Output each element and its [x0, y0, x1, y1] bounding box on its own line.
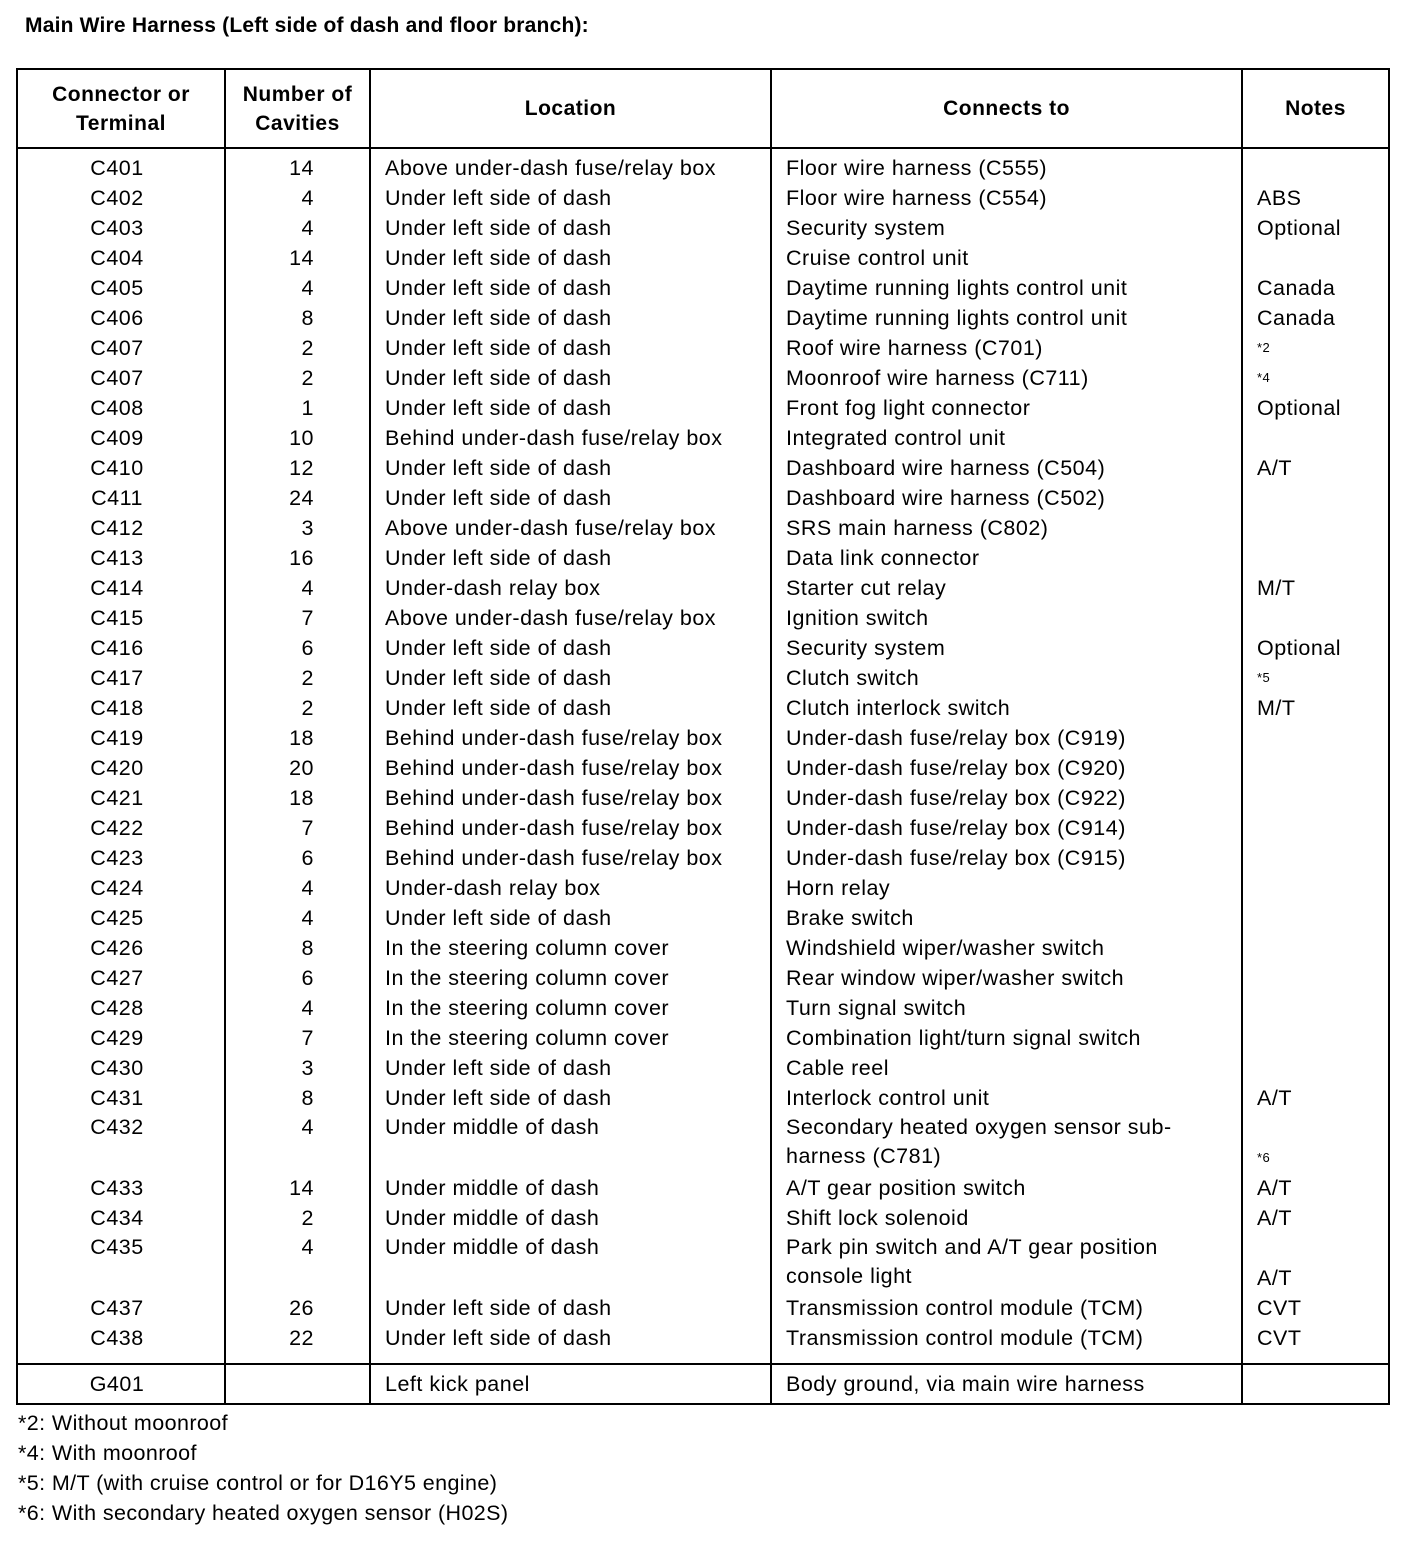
cavities-cell: 4 — [225, 993, 370, 1023]
table-row — [17, 903, 1389, 933]
connects-to-cell: Interlock control unit — [771, 1083, 1242, 1113]
footnote: *5: M/T (with cruise control or for D16Y5 engine) — [18, 1471, 498, 1495]
notes-cell: Canada — [1242, 273, 1389, 303]
connector-cell: C424 — [17, 873, 225, 903]
table-row — [17, 663, 1389, 693]
notes-cell: *6 — [1242, 1113, 1389, 1173]
connector-cell: C402 — [17, 183, 225, 213]
connects-to-cell: Security system — [771, 633, 1242, 663]
location-cell: Under left side of dash — [370, 213, 771, 243]
cavities-cell: 4 — [225, 873, 370, 903]
connects-to-cell: Integrated control unit — [771, 423, 1242, 453]
connector-cell: C406 — [17, 303, 225, 333]
table-row — [17, 393, 1389, 423]
connector-cell: C413 — [17, 543, 225, 573]
notes-cell: Optional — [1242, 633, 1389, 663]
connects-to-cell: Secondary heated oxygen sensor sub-harness (C781) — [771, 1113, 1242, 1173]
cavities-cell: 18 — [225, 783, 370, 813]
notes-cell — [1242, 1053, 1389, 1083]
connector-cell: C405 — [17, 273, 225, 303]
header-connector: Connector or Terminal — [17, 69, 225, 148]
table-row — [17, 1113, 1389, 1173]
connects-to-cell: Park pin switch and A/T gear position console light — [771, 1233, 1242, 1293]
connects-to-cell: Under-dash fuse/relay box (C922) — [771, 783, 1242, 813]
connector-cell: C403 — [17, 213, 225, 243]
cavities-cell: 4 — [225, 1113, 370, 1173]
connects-to-cell: Body ground, via main wire harness — [771, 1364, 1242, 1404]
connector-cell: C435 — [17, 1233, 225, 1293]
connects-to-cell: Ignition switch — [771, 603, 1242, 633]
cavities-cell: 26 — [225, 1293, 370, 1323]
connector-cell: C433 — [17, 1173, 225, 1203]
cavities-cell — [225, 1364, 370, 1404]
connector-cell: C427 — [17, 963, 225, 993]
notes-cell: A/T — [1242, 1083, 1389, 1113]
connects-to-cell: Brake switch — [771, 903, 1242, 933]
cavities-cell: 3 — [225, 1053, 370, 1083]
notes-cell: Optional — [1242, 213, 1389, 243]
connector-cell: C416 — [17, 633, 225, 663]
table-row — [17, 783, 1389, 813]
location-cell: Behind under-dash fuse/relay box — [370, 723, 771, 753]
cavities-cell: 3 — [225, 513, 370, 543]
connector-cell: C430 — [17, 1053, 225, 1083]
location-cell: Behind under-dash fuse/relay box — [370, 783, 771, 813]
cavities-cell: 6 — [225, 843, 370, 873]
location-cell: Under left side of dash — [370, 693, 771, 723]
cavities-cell: 24 — [225, 483, 370, 513]
notes-cell: ABS — [1242, 183, 1389, 213]
connector-cell: C419 — [17, 723, 225, 753]
table-row — [17, 1173, 1389, 1203]
cavities-cell: 1 — [225, 393, 370, 423]
location-cell: Above under-dash fuse/relay box — [370, 148, 771, 183]
location-cell: Behind under-dash fuse/relay box — [370, 753, 771, 783]
connects-to-cell: SRS main harness (C802) — [771, 513, 1242, 543]
connector-cell: C412 — [17, 513, 225, 543]
location-cell: Under left side of dash — [370, 273, 771, 303]
connects-to-cell: Cruise control unit — [771, 243, 1242, 273]
connects-to-cell: Floor wire harness (C555) — [771, 148, 1242, 183]
notes-cell: *5 — [1242, 663, 1389, 693]
cavities-cell: 4 — [225, 903, 370, 933]
connects-to-cell: Dashboard wire harness (C502) — [771, 483, 1242, 513]
notes-cell — [1242, 963, 1389, 993]
connects-to-cell: Under-dash fuse/relay box (C920) — [771, 753, 1242, 783]
table-row — [17, 573, 1389, 603]
cavities-cell: 14 — [225, 1173, 370, 1203]
connector-cell: C417 — [17, 663, 225, 693]
notes-cell: Optional — [1242, 393, 1389, 423]
connector-cell: C437 — [17, 1293, 225, 1323]
cavities-cell: 7 — [225, 813, 370, 843]
location-cell: Behind under-dash fuse/relay box — [370, 423, 771, 453]
table-row-ground — [17, 1364, 1389, 1404]
table-row — [17, 603, 1389, 633]
connector-cell: C420 — [17, 753, 225, 783]
connects-to-cell: Floor wire harness (C554) — [771, 183, 1242, 213]
location-cell: Under left side of dash — [370, 1323, 771, 1364]
connects-to-cell: Under-dash fuse/relay box (C915) — [771, 843, 1242, 873]
notes-cell — [1242, 1023, 1389, 1053]
connects-to-cell: Data link connector — [771, 543, 1242, 573]
connects-to-cell: Dashboard wire harness (C504) — [771, 453, 1242, 483]
cavities-cell: 4 — [225, 573, 370, 603]
table-header-row — [17, 69, 1389, 148]
connects-to-cell: Moonroof wire harness (C711) — [771, 363, 1242, 393]
cavities-cell: 7 — [225, 603, 370, 633]
location-cell: Under left side of dash — [370, 1053, 771, 1083]
connector-table — [16, 68, 1390, 1405]
connector-cell: C409 — [17, 423, 225, 453]
table-row — [17, 1203, 1389, 1233]
connector-cell: C429 — [17, 1023, 225, 1053]
table-row — [17, 633, 1389, 663]
connects-to-cell: Rear window wiper/washer switch — [771, 963, 1242, 993]
notes-cell — [1242, 243, 1389, 273]
header-connects-to: Connects to — [771, 69, 1242, 148]
location-cell: Under left side of dash — [370, 333, 771, 363]
connector-cell: C411 — [17, 483, 225, 513]
connector-cell: C410 — [17, 453, 225, 483]
table-row — [17, 213, 1389, 243]
location-cell: Under left side of dash — [370, 303, 771, 333]
table-row — [17, 993, 1389, 1023]
location-cell: Behind under-dash fuse/relay box — [370, 843, 771, 873]
location-cell: Left kick panel — [370, 1364, 771, 1404]
location-cell: In the steering column cover — [370, 993, 771, 1023]
location-cell: Under left side of dash — [370, 453, 771, 483]
cavities-cell: 22 — [225, 1323, 370, 1364]
cavities-cell: 8 — [225, 1083, 370, 1113]
table-row — [17, 483, 1389, 513]
header-location: Location — [370, 69, 771, 148]
notes-cell: A/T — [1242, 1173, 1389, 1203]
location-cell: Under left side of dash — [370, 633, 771, 663]
table-row — [17, 1293, 1389, 1323]
notes-cell — [1242, 513, 1389, 543]
notes-cell — [1242, 873, 1389, 903]
location-cell: Under left side of dash — [370, 483, 771, 513]
table-row — [17, 1053, 1389, 1083]
table-row — [17, 813, 1389, 843]
location-cell: Under left side of dash — [370, 1083, 771, 1113]
connector-cell: C422 — [17, 813, 225, 843]
connector-cell: C407 — [17, 333, 225, 363]
connector-cell: C434 — [17, 1203, 225, 1233]
table-row — [17, 333, 1389, 363]
table-row — [17, 1323, 1389, 1364]
notes-cell — [1242, 423, 1389, 453]
cavities-cell: 20 — [225, 753, 370, 783]
table-row — [17, 843, 1389, 873]
connects-to-cell: Security system — [771, 213, 1242, 243]
notes-cell — [1242, 148, 1389, 183]
cavities-cell: 16 — [225, 543, 370, 573]
table-row — [17, 243, 1389, 273]
notes-cell: A/T — [1242, 1203, 1389, 1233]
notes-cell — [1242, 903, 1389, 933]
connector-cell: C404 — [17, 243, 225, 273]
header-cavities: Number of Cavities — [225, 69, 370, 148]
connector-cell: C431 — [17, 1083, 225, 1113]
table-row — [17, 1023, 1389, 1053]
connector-cell: C423 — [17, 843, 225, 873]
location-cell: Under left side of dash — [370, 363, 771, 393]
cavities-cell: 14 — [225, 148, 370, 183]
notes-cell: M/T — [1242, 693, 1389, 723]
cavities-cell: 4 — [225, 213, 370, 243]
notes-cell: M/T — [1242, 573, 1389, 603]
connects-to-cell: Transmission control module (TCM) — [771, 1323, 1242, 1364]
connector-cell: C418 — [17, 693, 225, 723]
cavities-cell: 2 — [225, 333, 370, 363]
connects-to-cell: Combination light/turn signal switch — [771, 1023, 1242, 1053]
location-cell: Under-dash relay box — [370, 573, 771, 603]
connects-to-cell: Shift lock solenoid — [771, 1203, 1242, 1233]
location-cell: In the steering column cover — [370, 933, 771, 963]
notes-cell: *4 — [1242, 363, 1389, 393]
notes-cell — [1242, 483, 1389, 513]
connects-to-cell: Under-dash fuse/relay box (C919) — [771, 723, 1242, 753]
location-cell: Under left side of dash — [370, 543, 771, 573]
cavities-cell: 8 — [225, 303, 370, 333]
table-row — [17, 148, 1389, 183]
notes-cell — [1242, 813, 1389, 843]
cavities-cell: 2 — [225, 663, 370, 693]
table-row — [17, 363, 1389, 393]
location-cell: Under middle of dash — [370, 1173, 771, 1203]
connector-cell: C407 — [17, 363, 225, 393]
connector-cell: C438 — [17, 1323, 225, 1364]
location-cell: Under left side of dash — [370, 393, 771, 423]
cavities-cell: 4 — [225, 273, 370, 303]
table-row — [17, 873, 1389, 903]
location-cell: Under middle of dash — [370, 1113, 771, 1173]
location-cell: Under left side of dash — [370, 903, 771, 933]
connects-to-cell: Transmission control module (TCM) — [771, 1293, 1242, 1323]
table-row — [17, 423, 1389, 453]
cavities-cell: 4 — [225, 1233, 370, 1293]
table-row — [17, 1083, 1389, 1113]
table-row — [17, 303, 1389, 333]
cavities-cell: 7 — [225, 1023, 370, 1053]
connects-to-cell: Starter cut relay — [771, 573, 1242, 603]
connects-to-cell: Roof wire harness (C701) — [771, 333, 1242, 363]
table-body — [17, 148, 1389, 1364]
cavities-cell: 6 — [225, 963, 370, 993]
footnote: *2: Without moonroof — [18, 1411, 228, 1435]
notes-cell: CVT — [1242, 1293, 1389, 1323]
location-cell: Above under-dash fuse/relay box — [370, 513, 771, 543]
notes-cell — [1242, 1364, 1389, 1404]
connector-cell: C432 — [17, 1113, 225, 1173]
table-row — [17, 723, 1389, 753]
location-cell: Under middle of dash — [370, 1233, 771, 1293]
ground-section — [17, 1364, 1389, 1404]
connects-to-cell: A/T gear position switch — [771, 1173, 1242, 1203]
cavities-cell: 2 — [225, 1203, 370, 1233]
notes-cell — [1242, 603, 1389, 633]
notes-cell — [1242, 933, 1389, 963]
connector-cell: C428 — [17, 993, 225, 1023]
cavities-cell: 12 — [225, 453, 370, 483]
notes-cell: CVT — [1242, 1323, 1389, 1364]
location-cell: Under middle of dash — [370, 1203, 771, 1233]
connects-to-cell: Windshield wiper/washer switch — [771, 933, 1242, 963]
connector-cell: C408 — [17, 393, 225, 423]
cavities-cell: 14 — [225, 243, 370, 273]
location-cell: In the steering column cover — [370, 963, 771, 993]
table-row — [17, 933, 1389, 963]
table-row — [17, 693, 1389, 723]
connector-cell: C425 — [17, 903, 225, 933]
table-row — [17, 753, 1389, 783]
cavities-cell: 10 — [225, 423, 370, 453]
footnote: *4: With moonroof — [18, 1441, 197, 1465]
notes-cell — [1242, 843, 1389, 873]
cavities-cell: 18 — [225, 723, 370, 753]
connects-to-cell: Under-dash fuse/relay box (C914) — [771, 813, 1242, 843]
notes-cell — [1242, 723, 1389, 753]
notes-cell — [1242, 753, 1389, 783]
footnotes — [18, 1408, 508, 1528]
location-cell: In the steering column cover — [370, 1023, 771, 1053]
notes-cell — [1242, 993, 1389, 1023]
notes-cell: *2 — [1242, 333, 1389, 363]
cavities-cell: 2 — [225, 363, 370, 393]
header-notes: Notes — [1242, 69, 1389, 148]
table-row — [17, 543, 1389, 573]
location-cell: Under-dash relay box — [370, 873, 771, 903]
connects-to-cell: Daytime running lights control unit — [771, 303, 1242, 333]
table-row — [17, 453, 1389, 483]
cavities-cell: 2 — [225, 693, 370, 723]
connector-cell: C421 — [17, 783, 225, 813]
table-row — [17, 513, 1389, 543]
connects-to-cell: Cable reel — [771, 1053, 1242, 1083]
connector-cell: C401 — [17, 148, 225, 183]
location-cell: Under left side of dash — [370, 243, 771, 273]
connects-to-cell: Front fog light connector — [771, 393, 1242, 423]
connector-cell: C415 — [17, 603, 225, 633]
location-cell: Under left side of dash — [370, 183, 771, 213]
notes-cell: A/T — [1242, 453, 1389, 483]
location-cell: Under left side of dash — [370, 663, 771, 693]
location-cell: Above under-dash fuse/relay box — [370, 603, 771, 633]
table-row — [17, 1233, 1389, 1293]
table-row — [17, 183, 1389, 213]
notes-cell — [1242, 783, 1389, 813]
location-cell: Under left side of dash — [370, 1293, 771, 1323]
location-cell: Behind under-dash fuse/relay box — [370, 813, 771, 843]
cavities-cell: 8 — [225, 933, 370, 963]
notes-cell — [1242, 543, 1389, 573]
connects-to-cell: Clutch switch — [771, 663, 1242, 693]
table-row — [17, 963, 1389, 993]
connector-cell: G401 — [17, 1364, 225, 1404]
footnote: *6: With secondary heated oxygen sensor (H02S) — [18, 1501, 509, 1525]
page-title: Main Wire Harness (Left side of dash and floor branch): — [25, 14, 589, 37]
connects-to-cell: Clutch interlock switch — [771, 693, 1242, 723]
connects-to-cell: Daytime running lights control unit — [771, 273, 1242, 303]
connects-to-cell: Horn relay — [771, 873, 1242, 903]
cavities-cell: 4 — [225, 183, 370, 213]
connector-cell: C426 — [17, 933, 225, 963]
cavities-cell: 6 — [225, 633, 370, 663]
connects-to-cell: Turn signal switch — [771, 993, 1242, 1023]
notes-cell: Canada — [1242, 303, 1389, 333]
table-row — [17, 273, 1389, 303]
notes-cell: A/T — [1242, 1233, 1389, 1293]
connector-cell: C414 — [17, 573, 225, 603]
